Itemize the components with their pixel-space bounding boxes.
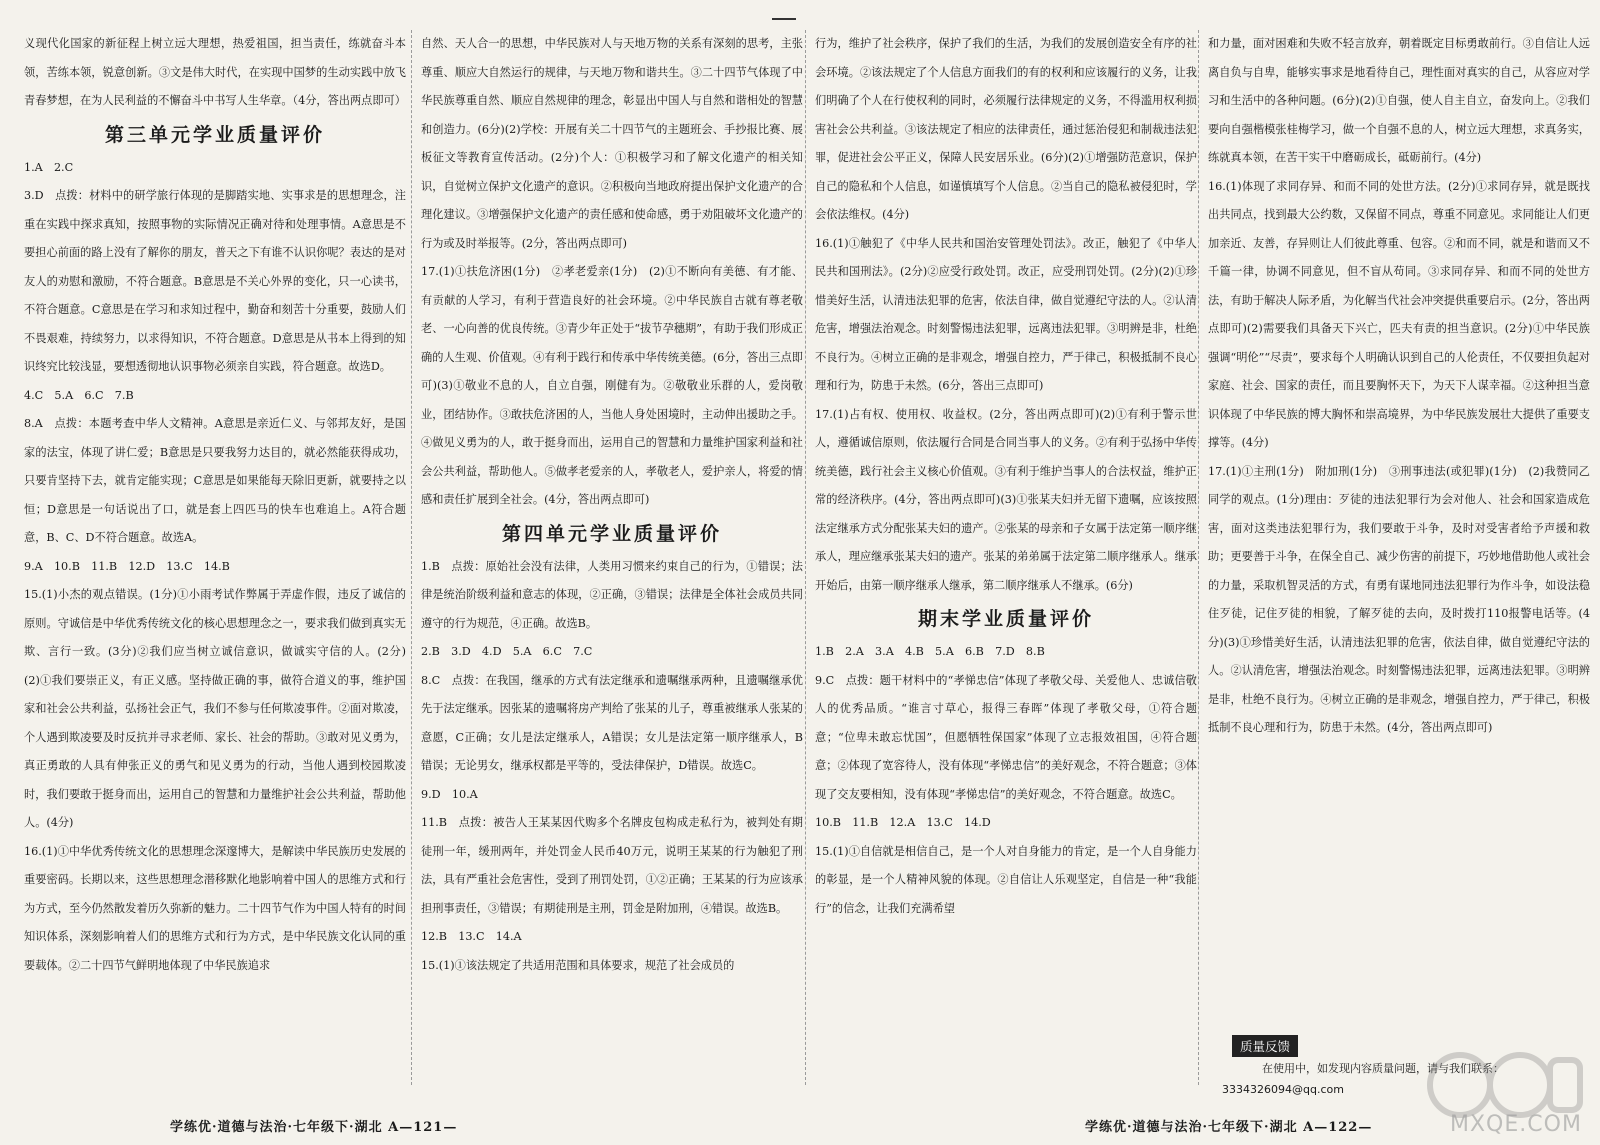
answer-paragraph: 和力量，面对困难和失败不轻言放弃，朝着既定目标勇敢前行。③自信让人远离自负与自卑，能够实事求是地看待自己，理性面对真实的自己，从容应对学习和生活中的各种问题。(6分)(2)①自强，使人自主自立，奋发向上。②我们要向自强楷模张桂梅学习，做一个自强不息的人，树立远大理想，求真务实，练就真本领，在苦干实干中磨砺成长，砥砺前行。(4分) bbox=[1208, 37, 1590, 164]
watermark-text: MXQE.COM bbox=[1450, 1112, 1582, 1137]
answer-paragraph: 17.(1)占有权、使用权、收益权。(2分，答出两点即可)(2)①有利于警示世人，遵循诚信原则，依法履行合同是合同当事人的义务。②有利于弘扬中华传统美德，践行社会主义核心价值观。③有利于维护当事人的合法权益，维护正常的经济秩序。(4分，答出两点即可)(3)①张某夫妇并无留下遗嘱，应该按照法定继承方式分配张某夫妇的遗产。②张某的母亲和子女属于法定第一顺序继承人，理应继承张某夫妇的遗产。张某的弟弟属于法定第二顺序继承人。继承开始后，由第一顺序继承人继承，第二顺序继承人不继承。(6分) bbox=[815, 407, 1197, 592]
answer-paragraph: 1.B 2.A 3.A 4.B 5.A 6.B 7.D 8.B bbox=[815, 645, 1045, 658]
quality-feedback-email: 3334326094@qq.com bbox=[1222, 1083, 1344, 1096]
answer-paragraph: 15.(1)小杰的观点错误。(1分)①小雨考试作弊属于弄虚作假，违反了诚信的原则。守诚信是中华优秀传统文化的核心思想理念之一，要求我们做到真实无欺、言行一致。(3分)②我们应当树立诚信意识，做诚实守信的人。(2分)(2)①我们要崇正义，有正义感。坚持做正确的事，做符合道义的事，维护国家和社会公共利益，弘扬社会正气，我们不参与任何欺凌事件。②面对欺凌，个人遇到欺凌要及时反抗并寻求老师、家长、社会的帮助。③敢对见义勇为，真正勇敢的人具有伸张正义的勇气和见义勇为的行动，当他人遇到校园欺凌时，我们要敢于挺身而出，运用自己的智慧和力量维护社会公共利益，帮助他人。(4分) bbox=[24, 588, 406, 829]
column-3 bbox=[815, 30, 1197, 1085]
answer-paragraph: 9.C 点拨：题干材料中的“孝悌忠信”体现了孝敬父母、关爱他人、忠诚信敬人的优秀品质。“谁言寸草心，报得三春晖”体现了孝敬父母，①符合题意；“位卑未敢忘忧国”，但愿牺牲保国家”体现了立志报效祖国，④符合题意；②体现了宽容待人，没有体现“孝悌忠信”的美好观念，不符合题意；③体现了交友要相知，没有体现“孝悌忠信”的美好观念，不符合题意。故选C。 bbox=[815, 673, 1197, 801]
answer-paragraph: 15.(1)①自信就是相信自己，是一个人对自身能力的肯定，是一个人自身能力的彰显，是一个人精神风貌的体现。②自信让人乐观坚定，自信是一种“我能行”的信念，让我们充满希望 bbox=[815, 844, 1197, 915]
answer-paragraph: 义现代化国家的新征程上树立远大理想，热爱祖国，担当责任，练就奋斗本领，苦练本领，锐意创新。③文是伟大时代，在实现中国梦的生动实践中放飞青春梦想，在为人民利益的不懈奋斗中书写人生华章。（4分，答出两点即可） bbox=[24, 37, 406, 107]
quality-feedback-label: 质量反馈 bbox=[1232, 1035, 1298, 1057]
answer-paragraph: 11.B 点拨：被告人王某某因代购多个名牌皮包构成走私行为，被判处有期徒刑一年，缓刑两年，并处罚金人民币40万元，说明王某某的行为触犯了刑法，具有严重社会危害性，受到了刑罚处罚，①②正确；王某某的行为应该承担刑事责任，③错误；有期徒刑是主刑，罚金是附加刑，④错误。故选B。 bbox=[421, 816, 803, 915]
answer-paragraph: 17.(1)①扶危济困(1分) ②孝老爱亲(1分) (2)①不断向有美德、有才能、有贡献的人学习，有利于营造良好的社会环境。②中华民族自古就有尊老敬老、一心向善的优良传统。③青少年正处于“拔节孕穗期”，有助于我们形成正确的人生观、价值观。④有利于践行和传承中华传统美德。(6分，答出三点即可)(3)①敬业不息的人，自立自强，刚健有为。②敬敬业乐群的人，爱岗敬业，团结协作。③敢扶危济困的人，当他人身处困境时，主动伸出援助之手。④做见义勇为的人，敢于挺身而出，运用自己的智慧和力量维护国家利益和社会公共利益，帮助他人。⑤做孝老爱亲的人，孝敬老人，爱护亲人，将爱的情感和责任扩展到全社会。(4分，答出两点即可) bbox=[421, 265, 803, 506]
answer-paragraph: 行为，维护了社会秩序，保护了我们的生活，为我们的发展创造安全有序的社会环境。②该法规定了个人信息方面我们的有的权利和应该履行的义务，让我们明确了个人在行使权利的同时，必须履行法律规定的义务，不得滥用权利损害社会公共利益。③该法规定了相应的法律责任，通过惩治侵犯和制裁违法犯罪，促进社会公平正义，保障人民安居乐业。(6分)(2)①增强防范意识，保护自己的隐私和个人信息，如谨慎填写个人信息。②当自己的隐私被侵犯时，学会依法维权。(4分) bbox=[815, 37, 1197, 221]
answer-paragraph: 12.B 13.C 14.A bbox=[421, 930, 522, 943]
answer-paragraph: 8.C 点拨：在我国，继承的方式有法定继承和遗嘱继承两种，且遗嘱继承优先于法定继承。因张某的遗嘱将房产判给了张某的儿子，尊重被继承人张某的意愿，C正确；女儿是法定继承人，A错误；女儿是法定第一顺序继承人，B错误；无论男女，继承权都是平等的，受法律保护，D错误。故选C。 bbox=[421, 673, 803, 772]
column-1 bbox=[24, 30, 406, 1085]
footer-right: 学练优·道德与法治·七年级下·湖北 A—122— bbox=[1085, 1120, 1373, 1135]
answer-paragraph: 10.B 11.B 12.A 13.C 14.D bbox=[815, 816, 991, 829]
top-mark bbox=[772, 18, 796, 20]
column-divider bbox=[1198, 30, 1200, 1085]
answer-paragraph: 2.B 3.D 4.D 5.A 6.C 7.C bbox=[421, 645, 593, 658]
answer-paragraph: 16.(1)①中华优秀传统文化的思想理念深邃博大，是解读中华民族历史发展的重要密码。长期以来，这些思想理念潜移默化地影响着中国人的思维方式和行为方式，至今仍然散发着历久弥新的魅力。二十四节气作为中国人特有的时间知识体系，深刻影响着人们的思维方式和行为方式，是中华民族文化认同的重要载体。②二十四节气鲜明地体现了中华民族追求 bbox=[24, 844, 406, 972]
column-divider bbox=[805, 30, 807, 1085]
answer-paragraph: 8.A 点拨：本题考查中华人文精神。A意思是亲近仁义、与邻邦友好，是国家的法宝，体现了讲仁爱；B意思是只要我努力达目的，就必然能获得成功，只要肯坚持下去，就肯定能实现；C意思是如果能每天除旧更新，就要持之以恒；D意思是一句话说出了口，就是套上四匹马的快车也难追上。A符合题意，B、C、D不符合题意。故选A。 bbox=[24, 417, 406, 544]
answer-paragraph: 15.(1)①该法规定了共适用范围和具体要求，规范了社会成员的 bbox=[421, 958, 735, 972]
answer-paragraph: 1.B 点拨：原始社会没有法律，人类用习惯来约束自己的行为，①错误；法律是统治阶级利益和意志的体现，②正确，③错误；法律是全体社会成员共同遵守的行为规范，④正确。故选B。 bbox=[421, 559, 803, 630]
answer-paragraph: 16.(1)体现了求同存异、和而不同的处世方法。(2分)①求同存异，就是既找出共同点，找到最大公约数，又保留不同点，尊重不同意见。求同能让人们更加亲近、友善，存异则让人们彼此尊重、包容。②和而不同，就是和谐而又不千篇一律，协调不同意见，但不盲从苟同。③求同存异、和而不同的处世方法，有助于解决人际矛盾，为化解当代社会冲突提供重要启示。(2分，答出两点即可)(2)需要我们具备天下兴亡，匹夫有责的担当意识。(2分)①中华民族强调“明伦”“尽责”，要求每个人明确认识到自己的人伦责任，不仅要担负起对家庭、社会、国家的责任，而且要胸怀天下，为天下人谋幸福。②这种担当意识体现了中华民族的博大胸怀和崇高境界，为中华民族发展壮大提供了重要支撑等。(4分) bbox=[1208, 179, 1590, 449]
answer-paragraph: 16.(1)①触犯了《中华人民共和国治安管理处罚法》。改正，触犯了《中华人民共和国刑法》。(2分)②应受行政处罚。改正，应受刑罚处罚。(2分)(2)①珍惜美好生活，认清违法犯罪的危害，依法自律，做自觉遵纪守法的人。②认清危害，增强法治观念。时刻警惕违法犯罪，远离违法犯罪。③明辨是非，杜绝不良行为。④树立正确的是非观念，增强自控力，严于律己，积极抵制不良心理和行为，防患于未然。(6分，答出三点即可) bbox=[815, 236, 1197, 392]
answer-paragraph: 9.A 10.B 11.B 12.D 13.C 14.B bbox=[24, 559, 230, 573]
answer-paragraph: 3.D 点拨：材料中的研学旅行体现的是脚踏实地、实事求是的思想理念，注重在实践中探求真知，按照事物的实际情况正确对待和处理事情。A意思是不要担心前面的路上没有了解你的朋友，普天之下有谁不认识你呢？表达的是对友人的劝慰和激励，不符合题意。B意思是不关心外界的变化，只一心读书，不符合题意。C意思是在学习和求知过程中，勤奋和刻苦十分重要，鼓励人们不畏艰难，持续努力，以求得知识，不符合题意。D意思是从书本上得到的知识终究比较浅显，要想透彻地认识事物必须亲自实践，符合题意。故选D。 bbox=[24, 189, 406, 373]
section-heading: 期末学业质量评价 bbox=[917, 608, 1094, 630]
answer-paragraph: 17.(1)①主刑(1分) 附加刑(1分) ③刑事违法(或犯罪)(1分) (2)我赞同乙同学的观点。(1分)理由：歹徒的违法犯罪行为会对他人、社会和国家造成危害，面对这类违法犯罪行为，我们要敢于斗争，及时对受害者给予声援和救助；更要善于斗争，在保全自己、减少伤害的前提下，巧妙地借助他人或社会的力量，采取机智灵活的方式，有勇有谋地同违法犯罪行为作斗争，如设法稳住歹徒，记住歹徒的相貌，了解歹徒的去向，及时拨打110报警电话等。(4分)(3)①珍惜美好生活，认清违法犯罪的危害，依法自律，做自觉遵纪守法的人。②认清危害，增强法治观念。时刻警惕违法犯罪，远离违法犯罪。③明辨是非，杜绝不良行为。④树立正确的是非观念，增强自控力，严于律己，积极抵制不良心理和行为，防患于未然。(4分，答出两点即可) bbox=[1208, 464, 1590, 734]
column-2 bbox=[421, 30, 803, 1085]
column-4 bbox=[1208, 30, 1590, 1085]
answer-paragraph: 1.A 2.C bbox=[24, 160, 74, 174]
answer-paragraph: 9.D 10.A bbox=[421, 787, 478, 801]
footer-left: 学练优·道德与法治·七年级下·湖北 A—121— bbox=[170, 1120, 458, 1135]
section-heading: 第四单元学业质量评价 bbox=[501, 522, 722, 545]
column-divider bbox=[411, 30, 413, 1085]
section-heading: 第三单元学业质量评价 bbox=[104, 123, 325, 146]
quality-feedback-text: 在使用中，如发现内容质量问题，请与我们联系： bbox=[1262, 1062, 1504, 1075]
answer-paragraph: 4.C 5.A 6.C 7.B bbox=[24, 388, 134, 402]
answer-paragraph: 自然、天人合一的思想，中华民族对人与天地万物的关系有深刻的思考，主张尊重、顺应大自然运行的规律，与天地万物和谐共生。③二十四节气体现了中华民族尊重自然、顺应自然规律的理念，彰显出中国人与自然和谐相处的智慧和创造力。(6分)(2)学校：开展有关二十四节气的主题班会、手抄报比赛、展板征文等教育宣传活动。(2分)个人：①积极学习和了解文化遗产的相关知识，自觉树立保护文化遗产的意识。②积极向当地政府提出保护文化遗产的合理化建议。③增强保护文化遗产的责任感和使命感，勇于劝阻破坏文化遗产的行为或及时举报等。(2分，答出两点即可) bbox=[421, 37, 803, 250]
